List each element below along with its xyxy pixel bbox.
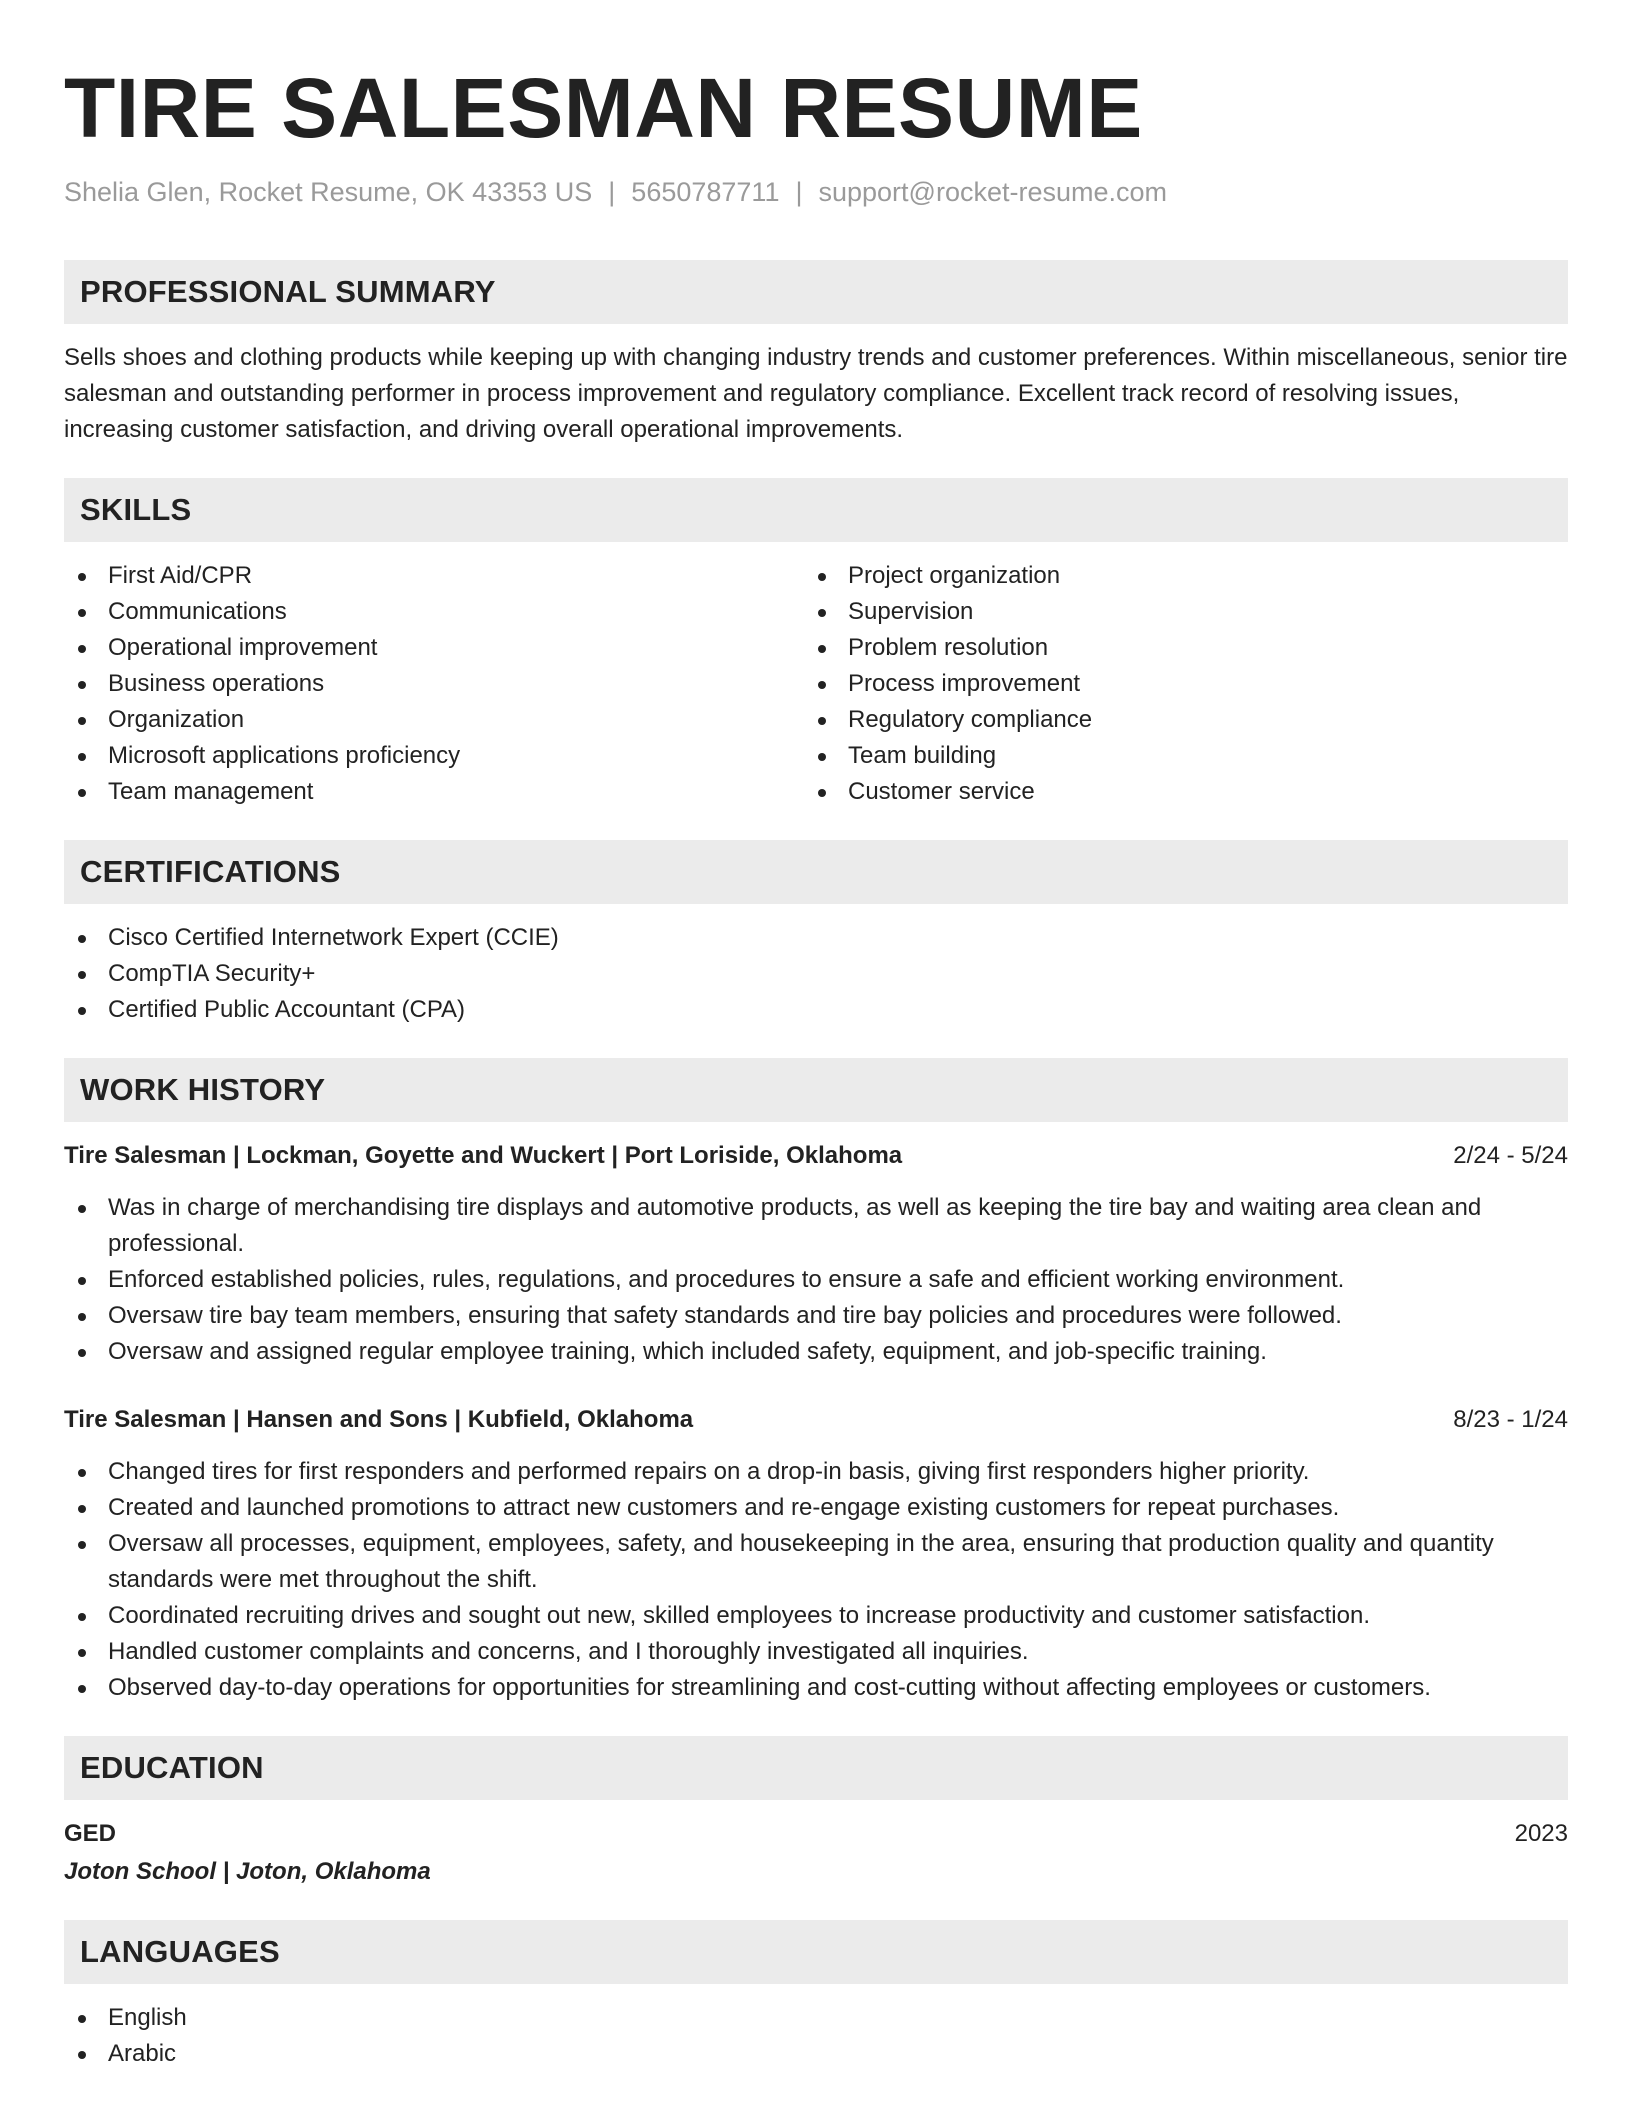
section-title: CERTIFICATIONS — [80, 854, 341, 889]
language-item: English — [64, 2000, 1568, 2036]
section-title: EDUCATION — [80, 1750, 264, 1785]
job-bullet: Oversaw and assigned regular employee training, which included safety, equipment, and job-specific training. — [64, 1334, 1568, 1370]
job-bullet: Created and launched promotions to attract new customers and re-engage existing customers for repeat purchases. — [64, 1490, 1568, 1526]
certification-item: Certified Public Accountant (CPA) — [64, 992, 1568, 1028]
section-header-languages — [64, 1920, 1568, 1984]
contact-separator: | — [608, 177, 616, 207]
job-bullet: Oversaw all processes, equipment, employees, safety, and housekeeping in the area, ensuring that production quality and quantity standards were met throughout the shift. — [64, 1526, 1568, 1598]
job-bullet: Handled customer complaints and concerns, and I thoroughly investigated all inquiries. — [64, 1634, 1568, 1670]
education-degree: GED — [64, 1820, 117, 1847]
skill-item: Project organization — [804, 558, 1544, 594]
skill-item: Business operations — [64, 666, 804, 702]
job-title: Tire Salesman | Hansen and Sons | Kubfield, Oklahoma — [64, 1406, 694, 1433]
job-bullets — [64, 1190, 1568, 1370]
skills-right-list — [804, 558, 1544, 810]
section-header-certifications — [64, 840, 1568, 904]
language-item: Arabic — [64, 2036, 1568, 2072]
job-header — [64, 1138, 1568, 1174]
job-dates: 2/24 - 5/24 — [1453, 1142, 1568, 1169]
languages-list — [64, 2000, 1568, 2072]
contact-line — [64, 174, 1568, 210]
job-bullet: Was in charge of merchandising tire displays and automotive products, as well as keeping the tire bay and waiting area clean and professional. — [64, 1190, 1568, 1262]
section-title: SKILLS — [80, 492, 192, 527]
skill-item: Operational improvement — [64, 630, 804, 666]
job-bullet: Coordinated recruiting drives and sought out new, skilled employees to increase productivity and customer satisfaction. — [64, 1598, 1568, 1634]
section-header-work-history — [64, 1058, 1568, 1122]
skill-item: Regulatory compliance — [804, 702, 1544, 738]
summary-text: Sells shoes and clothing products while keeping up with changing industry trends and customer preferences. Within miscellaneous, senior tire salesman and outstanding performer in process improvement and regulatory compliance. Excellent track record of resolving issues, increasing customer satisfaction, and driving overall operational improvements. — [64, 344, 1568, 443]
section-title: LANGUAGES — [80, 1934, 280, 1969]
skill-item: Supervision — [804, 594, 1544, 630]
resume-title: TIRE SALESMAN RESUME — [64, 61, 1143, 155]
section-title: PROFESSIONAL SUMMARY — [80, 274, 496, 309]
contact-email: support@rocket-resume.com — [818, 177, 1168, 207]
education-header — [64, 1816, 1568, 1852]
job-entry — [64, 1402, 1568, 1706]
section-header-education — [64, 1736, 1568, 1800]
job-entry — [64, 1138, 1568, 1370]
job-header — [64, 1402, 1568, 1438]
job-bullet: Enforced established policies, rules, regulations, and procedures to ensure a safe and efficient working environment. — [64, 1262, 1568, 1298]
certification-item: CompTIA Security+ — [64, 956, 1568, 992]
skill-item: First Aid/CPR — [64, 558, 804, 594]
skills-grid — [64, 558, 1568, 810]
contact-separator: | — [795, 177, 803, 207]
contact-phone: 5650787711 — [631, 177, 780, 207]
job-bullet: Oversaw tire bay team members, ensuring that safety standards and tire bay policies and procedures were followed. — [64, 1298, 1568, 1334]
section-header-skills — [64, 478, 1568, 542]
skills-left-list — [64, 558, 804, 810]
skill-item: Process improvement — [804, 666, 1544, 702]
skill-item: Communications — [64, 594, 804, 630]
job-title: Tire Salesman | Lockman, Goyette and Wuckert | Port Loriside, Oklahoma — [64, 1142, 903, 1169]
section-title: WORK HISTORY — [80, 1072, 326, 1107]
job-bullet: Observed day-to-day operations for opportunities for streamlining and cost-cutting without affecting employees or customers. — [64, 1670, 1568, 1706]
section-header-summary — [64, 260, 1568, 324]
certifications-list — [64, 920, 1568, 1028]
skill-item: Problem resolution — [804, 630, 1544, 666]
skill-item: Organization — [64, 702, 804, 738]
education-school: Joton School | Joton, Oklahoma — [64, 1858, 431, 1885]
skill-item: Customer service — [804, 774, 1544, 810]
job-dates: 8/23 - 1/24 — [1453, 1406, 1568, 1433]
skill-item: Team management — [64, 774, 804, 810]
job-bullet: Changed tires for first responders and performed repairs on a drop-in basis, giving first responders higher priority. — [64, 1454, 1568, 1490]
education-year: 2023 — [1514, 1820, 1568, 1847]
skill-item: Microsoft applications proficiency — [64, 738, 804, 774]
contact-address: Shelia Glen, Rocket Resume, OK 43353 US — [64, 177, 593, 207]
job-bullets — [64, 1454, 1568, 1706]
skill-item: Team building — [804, 738, 1544, 774]
certification-item: Cisco Certified Internetwork Expert (CCIE) — [64, 920, 1568, 956]
